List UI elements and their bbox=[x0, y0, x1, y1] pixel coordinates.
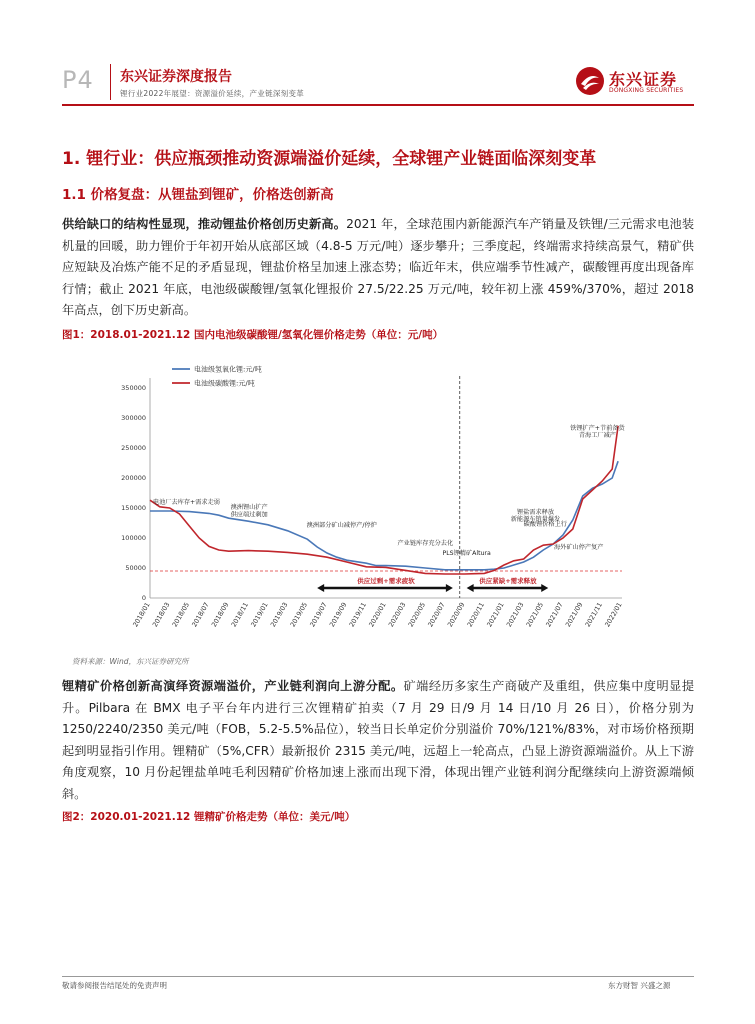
x-tick-label: 2019/09 bbox=[327, 601, 349, 629]
footer-disclaimer: 敬请参阅报告结尾处的免责声明 bbox=[62, 981, 167, 990]
chart-annotation: 锂盐需求释放 bbox=[516, 509, 555, 516]
chart-annotation: 产业链库存充分去化 bbox=[397, 540, 454, 548]
x-tick-label: 2020/05 bbox=[406, 601, 428, 629]
figure-1-caption: 图1：2018.01-2021.12 国内电池级碳酸锂/氢氧化锂价格走势（单位：元/吨） bbox=[62, 329, 444, 341]
x-tick-label: 2019/03 bbox=[268, 601, 290, 629]
report-type: 东兴证券深度报告 bbox=[120, 69, 232, 85]
y-tick-label: 100000 bbox=[121, 534, 146, 542]
figure-1-source: 资料来源：Wind，东兴证券研究所 bbox=[72, 657, 189, 666]
chart-annotation: 铁锂扩产+节前备货 bbox=[570, 425, 625, 432]
subsection-heading: 1.1 价格复盘：从锂盐到锂矿，价格迭创新高 bbox=[62, 187, 334, 203]
x-tick-label: 2019/01 bbox=[249, 601, 270, 629]
chart-annotation: 澳洲部分矿山减停产/停炉 bbox=[306, 522, 377, 530]
phase-arrow-1-head-r bbox=[446, 584, 453, 592]
chart-annotation: 电池厂去库存+需求走弱 bbox=[152, 498, 221, 506]
x-tick-label: 2018/11 bbox=[229, 601, 251, 629]
legend-label: 电池级氢氧化锂:元/吨 bbox=[194, 365, 262, 374]
phase-arrow-2-head-r bbox=[541, 584, 548, 592]
page-number: P4 bbox=[62, 66, 94, 94]
x-tick-label: 2020/11 bbox=[465, 601, 487, 629]
phase-arrow-1-head-l bbox=[317, 584, 324, 592]
y-tick-label: 350000 bbox=[121, 384, 146, 392]
chart-annotation: 海外矿山停产复产 bbox=[553, 543, 604, 551]
paragraph-2-lead: 锂精矿价格创新高演绎资源端溢价，产业链利润向上游分配。 bbox=[62, 679, 404, 693]
logo-icon bbox=[575, 66, 605, 96]
phase-arrow-2-head-l bbox=[467, 584, 474, 592]
report-subtitle: 锂行业2022年展望：资源溢价延续，产业链深刻变革 bbox=[120, 89, 305, 98]
section-heading: 1. 锂行业：供应瓶颈推动资源端溢价延续，全球锂产业链面临深刻变革 bbox=[62, 149, 597, 169]
header-divider bbox=[110, 64, 111, 100]
phase-label: 供应紧缺+需求释放 bbox=[479, 577, 537, 585]
chart-annotation: 新能源车销量爆发 bbox=[510, 516, 561, 524]
x-tick-label: 2021/05 bbox=[524, 601, 546, 629]
x-tick-label: 2021/09 bbox=[563, 601, 585, 629]
x-tick-label: 2018/07 bbox=[190, 601, 211, 629]
y-tick-label: 200000 bbox=[121, 474, 146, 482]
logo-en: DONGXING SECURITIES bbox=[609, 87, 684, 94]
chart-annotation: 青海工厂减产 bbox=[578, 432, 616, 440]
x-tick-label: 2021/01 bbox=[485, 601, 506, 629]
phase-label: 供应过剩+需求疲软 bbox=[357, 577, 415, 585]
x-tick-label: 2020/07 bbox=[426, 601, 447, 629]
company-logo bbox=[575, 64, 695, 98]
header-rule bbox=[62, 104, 694, 106]
y-tick-label: 150000 bbox=[121, 504, 146, 512]
paragraph-1 bbox=[62, 214, 694, 322]
x-tick-label: 2021/07 bbox=[544, 601, 565, 629]
figure-2-caption: 图2：2020.01-2021.12 锂精矿价格走势（单位：美元/吨） bbox=[62, 811, 356, 823]
x-tick-label: 2018/03 bbox=[150, 601, 172, 629]
x-tick-label: 2021/03 bbox=[504, 601, 526, 629]
x-tick-label: 2018/09 bbox=[209, 601, 231, 629]
y-tick-label: 250000 bbox=[121, 444, 146, 452]
paragraph-2-body: 矿端经历多家生产商破产及重组，供应集中度明显提升。Pilbara 在 BMX 电子平台年内进行三次锂精矿拍卖（7 月 29 日/9 月 14 日/10 月 26 日），价格分别为 1250/2240/2350 美元/吨（FOB，5.2-5.5%品位），较当日长单定价分别溢价 70%/121%/83%，对市场价格预期起到明显指引作用。锂精矿（5%,CFR）最新报价 2315 美元/吨，远超上一轮高点，凸显上游资源端溢价。从上下游角度观察，10 月份起锂盐单吨毛利因精矿价格加速上涨而出现下滑，体现出锂产业链利润分配继续向上游资源端倾斜。 bbox=[62, 679, 695, 801]
chart-annotation: 碳酸锂价格上行 bbox=[523, 521, 567, 528]
y-tick-label: 50000 bbox=[125, 564, 146, 572]
x-tick-label: 2020/09 bbox=[445, 601, 467, 629]
series-line-1 bbox=[150, 426, 618, 574]
paragraph-1-body: 2021 年，全球范围内新能源汽车产销量及铁锂/三元需求电池装机量的回暖，助力锂价于年初开始从底部区域（4.8-5 万元/吨）逐步攀升；三季度起，终端需求持续高景气，精矿供应短缺及冶炼产能不足的矛盾显现，锂盐价格呈加速上涨态势；临近年末，供应端季节性减产，碳酸锂再度出现备库行情；截止 2021 年底，电池级碳酸锂/氢氧化锂报价 27.5/22.25 万元/吨，较年初上涨 459%/370%，超过 2018 年高点，创下历史新高。 bbox=[62, 217, 695, 318]
x-tick-label: 2020/03 bbox=[386, 601, 408, 629]
logo-cn: 东兴证券 bbox=[609, 70, 678, 89]
x-tick-label: 2019/11 bbox=[347, 601, 369, 629]
footer-rule bbox=[62, 976, 694, 977]
y-tick-label: 0 bbox=[141, 594, 146, 602]
chart-annotation: PLS锂精矿Altura bbox=[442, 549, 491, 557]
paragraph-1-lead: 供给缺口的结构性显现，推动锂盐价格创历史新高。 bbox=[62, 217, 347, 231]
x-tick-label: 2019/05 bbox=[288, 601, 310, 629]
chart-annotation: 澳洲锂山扩产 bbox=[230, 504, 268, 512]
chart-annotation: 供应端过剩加 bbox=[230, 511, 268, 519]
paragraph-2 bbox=[62, 676, 694, 806]
footer-slogan: 东方财智 兴盛之源 bbox=[608, 981, 671, 990]
x-tick-label: 2021/11 bbox=[583, 601, 605, 629]
x-tick-label: 2022/01 bbox=[603, 601, 624, 629]
x-tick-label: 2019/07 bbox=[308, 601, 329, 629]
x-tick-label: 2018/05 bbox=[170, 601, 192, 629]
x-tick-label: 2020/01 bbox=[367, 601, 388, 629]
x-tick-label: 2018/01 bbox=[131, 601, 152, 629]
price-chart bbox=[62, 350, 694, 650]
y-tick-label: 300000 bbox=[121, 414, 146, 422]
legend-label: 电池级碳酸锂:元/吨 bbox=[194, 379, 255, 388]
